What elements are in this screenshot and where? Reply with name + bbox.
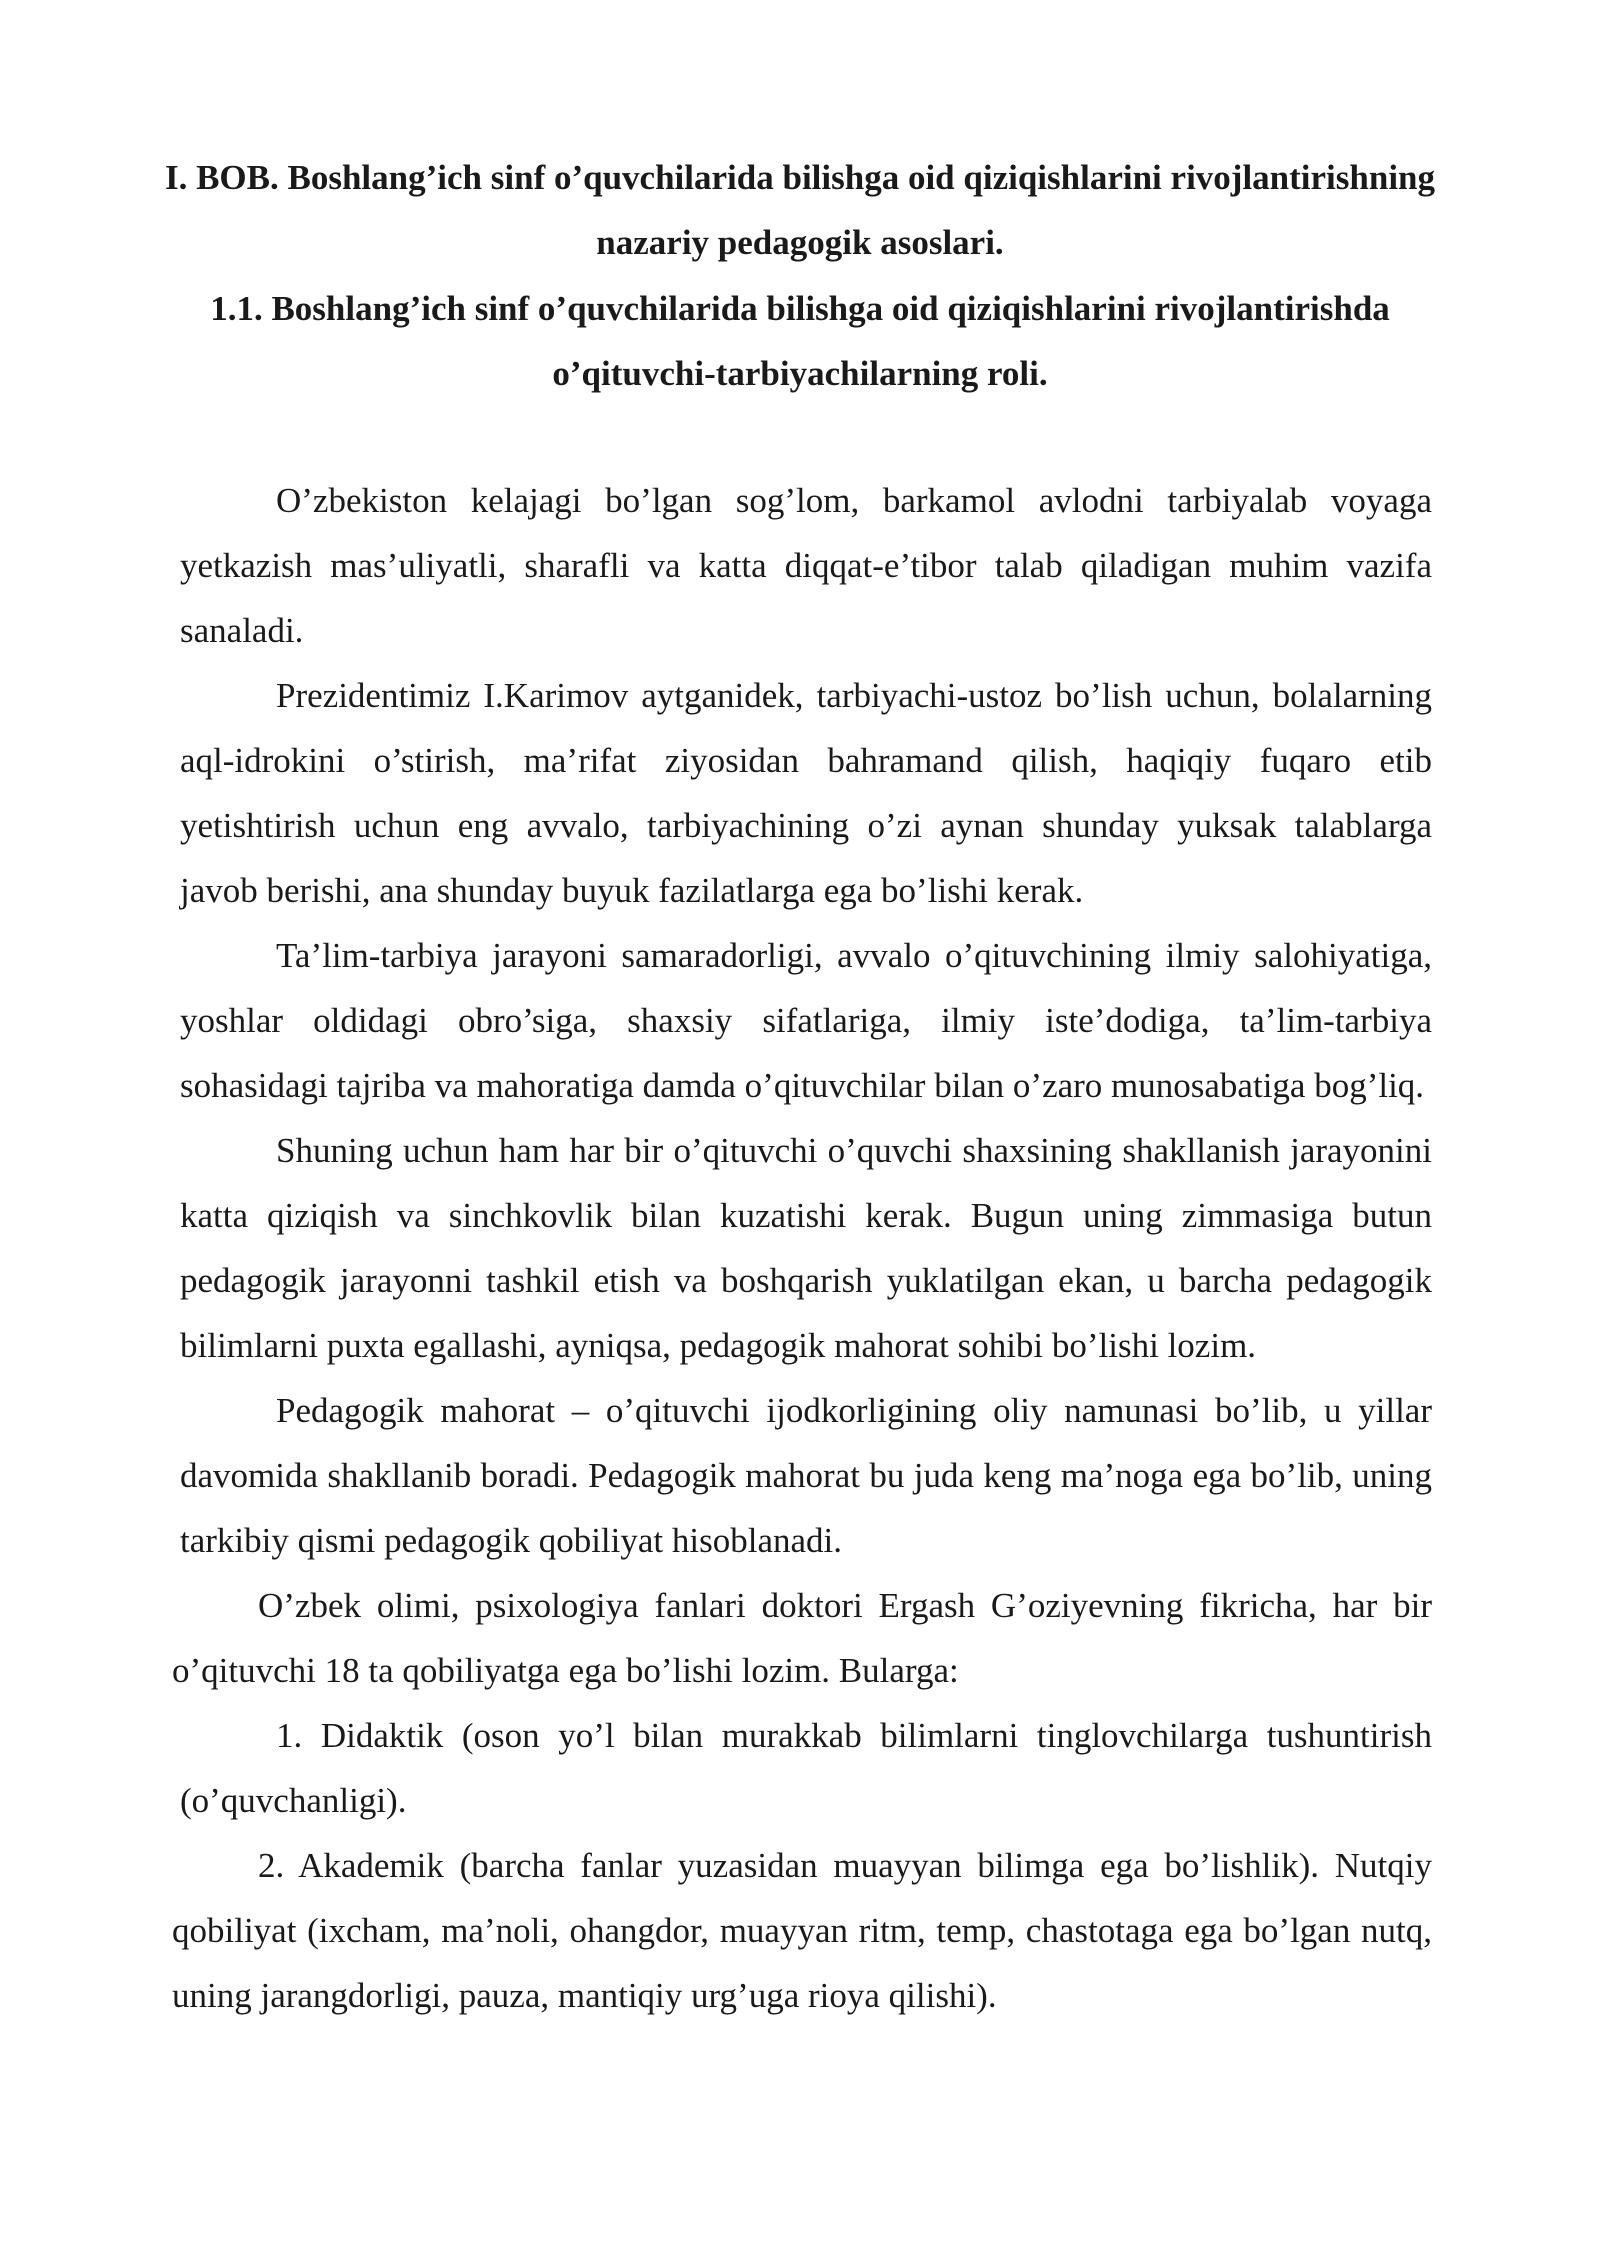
body-text xyxy=(172,468,1432,2028)
paragraph-teacher-observation: Shuning uchun ham har bir o’qituvchi o’quvchi shaxsining shakllanish jarayonini katta qiziqish va sinchkovlik bilan kuzatishi kerak. Bugun uning zimmasiga butun pedagogik jarayonni tashkil etish va boshqarish yuklatilgan ekan, u barcha pedagogik bilimlarni puxta egallashi, ayniqsa, pedagogik mahorat sohibi bo’lishi lozim. xyxy=(180,1131,1432,1365)
chapter-heading: I. BOB. Boshlang’ich sinf o’quvchilarida bilishga oid qiziqishlarini rivojlantirishning nazariy pedagogik asoslari. xyxy=(164,158,1436,262)
section-heading: 1.1. Boshlang’ich sinf o’quvchilarida bilishga oid qiziqishlarini rivojlantirishda o’qituvchi-tarbiyachilarning roli. xyxy=(210,289,1390,393)
list-item-academic: 2. Akademik (barcha fanlar yuzasidan muayyan bilimga ega bo’lishlik). Nutqiy qobiliyat (ixcham, ma’noli, ohangdor, muayyan ritm, temp, chastotaga ega bo’lgan nutq, uning jarangdorligi, pauza, mantiqiy urg’uga rioya qilishi). xyxy=(172,1846,1432,2015)
list-item-didactic: 1. Didaktik (oson yo’l bilan murakkab bilimlarni tinglovchilarga tushuntirish (o’quvchanligi). xyxy=(180,1716,1432,1820)
paragraph-goziyev-abilities: O’zbek olimi, psixologiya fanlari doktori Ergash G’oziyevning fikricha, har bir o’qituvchi 18 ta qobiliyatga ega bo’lishi lozim. Bularga: xyxy=(172,1586,1432,1690)
paragraph-intro: O’zbekiston kelajagi bo’lgan sog’lom, barkamol avlodni tarbiyalab voyaga yetkazish mas’uliyatli, sharafli va katta diqqat-e’tibor talab qiladigan muhim vazifa sanaladi. xyxy=(180,481,1432,650)
paragraph-education-efficiency: Ta’lim-tarbiya jarayoni samaradorligi, avvalo o’qituvchining ilmiy salohiyatiga, yoshlar oldidagi obro’siga, shaxsiy sifatlariga, ilmiy iste’dodiga, ta’lim-tarbiya sohasidagi tajriba va mahoratiga damda o’qituvchilar bilan o’zaro munosabatiga bog’liq. xyxy=(180,936,1432,1105)
paragraph-president-quote: Prezidentimiz I.Karimov aytganidek, tarbiyachi-ustoz bo’lish uchun, bolalarning aql-idrokini o’stirish, ma’rifat ziyosidan bahramand qilish, haqiqiy fuqaro etib yetishtirish uchun eng avvalo, tarbiyachining o’zi aynan shunday yuksak talablarga javob berishi, ana shunday buyuk fazilatlarga ega bo’lishi kerak. xyxy=(180,676,1432,910)
paragraph-pedagogical-skill: Pedagogik mahorat – o’qituvchi ijodkorligining oliy namunasi bo’lib, u yillar davomida shakllanib boradi. Pedagogik mahorat bu juda keng ma’noga ega bo’lib, uning tarkibiy qismi pedagogik qobiliyat hisoblanadi. xyxy=(180,1391,1432,1560)
